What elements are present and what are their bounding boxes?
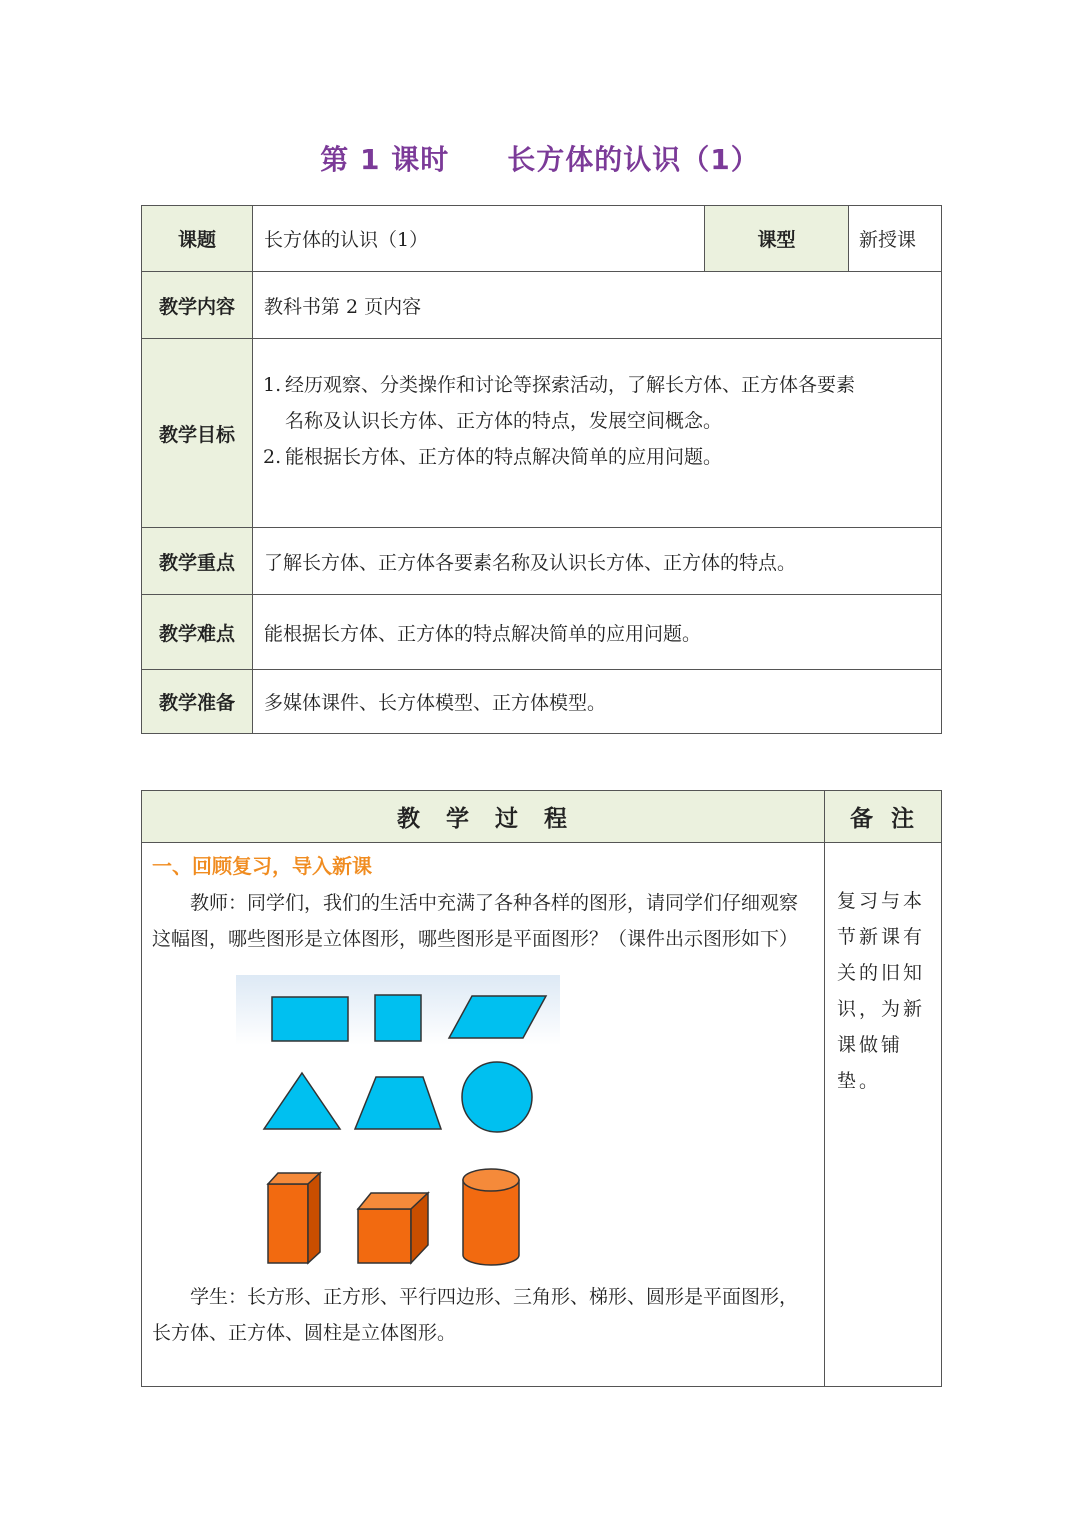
content-label: 教学内容 — [142, 272, 253, 339]
triangle-shape — [264, 1073, 340, 1129]
cylinder-shape — [463, 1169, 519, 1265]
goal-item-continued: 名称及认识长方体、正方体的特点，发展空间概念。 — [285, 410, 723, 432]
preparation-value: 多媒体课件、长方体模型、正方体模型。 — [253, 670, 942, 734]
process-header: 教 学 过 程 — [142, 791, 825, 843]
teacher-paragraph: 教师：同学们，我们的生活中充满了各种各样的图形，请同学们仔细观察这幅图，哪些图形是立体图形，哪些图形是平面图形？（课件出示图形如下） — [152, 892, 799, 950]
difficulty-value: 能根据长方体、正方体的特点解决简单的应用问题。 — [253, 595, 942, 670]
content-value: 教科书第 2 页内容 — [253, 272, 942, 339]
circle-shape — [462, 1062, 532, 1132]
student-paragraph: 学生：长方形、正方形、平行四边形、三角形、梯形、圆形是平面图形，长方体、正方体、圆柱是立体图形。 — [152, 1286, 799, 1344]
cube-shape — [358, 1193, 428, 1263]
goal-item: 1. 经历观察、分类操作和讨论等探索活动，了解长方体、正方体各要素 — [263, 374, 856, 396]
teaching-process-table — [141, 790, 942, 1387]
process-body — [142, 843, 825, 1387]
lesson-number: 第 1 课时 — [320, 143, 450, 176]
type-value: 新授课 — [849, 206, 942, 272]
goals-label: 教学目标 — [142, 339, 253, 528]
shapes-figure — [236, 975, 656, 1275]
goals-list — [253, 339, 942, 528]
page-title — [0, 138, 1080, 178]
lesson-info-table — [141, 205, 942, 734]
section-title: 一、回顾复习，导入新课 — [152, 854, 372, 878]
subject-label: 课题 — [142, 206, 253, 272]
difficulty-label: 教学难点 — [142, 595, 253, 670]
key-point-label: 教学重点 — [142, 528, 253, 595]
remark-note: 复习与本节新课有关的旧知识，为新课做铺垫。 — [825, 843, 942, 1387]
remark-header: 备 注 — [825, 791, 942, 843]
trapezoid-shape — [355, 1077, 441, 1129]
square-shape — [375, 995, 421, 1041]
rectangle-shape — [272, 997, 348, 1041]
key-point-value: 了解长方体、正方体各要素名称及认识长方体、正方体的特点。 — [253, 528, 942, 595]
subject-value: 长方体的认识（1） — [253, 206, 705, 272]
cuboid-shape — [268, 1173, 320, 1263]
lesson-topic: 长方体的认识（1） — [507, 143, 760, 176]
type-label: 课型 — [705, 206, 849, 272]
goal-item: 2. 能根据长方体、正方体的特点解决简单的应用问题。 — [263, 446, 723, 468]
preparation-label: 教学准备 — [142, 670, 253, 734]
shapes-illustration — [236, 975, 656, 1275]
